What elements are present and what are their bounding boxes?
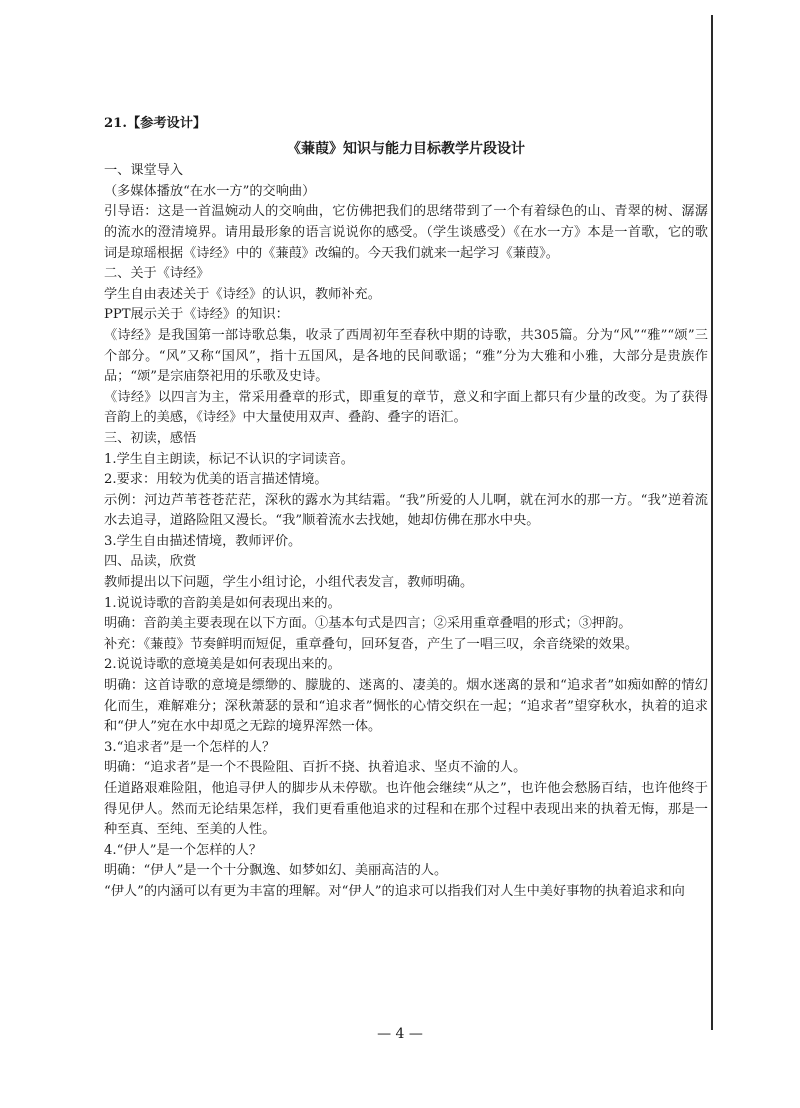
- paragraph: 2.说说诗歌的意境美是如何表现出来的。: [104, 657, 341, 673]
- section-heading: 三、初读，感悟: [104, 430, 197, 446]
- paragraph: 《诗经》以四言为主，常采用叠章的形式，即重复的章节，意义和字面上都只有少量的改变。为了获得音韵上的美感，《诗经》中大量使用双声、叠韵、叠字的语汇。: [104, 389, 708, 426]
- paragraph: 1.学生自主朗读，标记不认识的字词读音。: [104, 451, 354, 467]
- paragraph: “伊人”的内涵可以有更为丰富的理解。对“伊人”的追求可以指我们对人生中美好事物的执着追求和向: [104, 883, 685, 899]
- paragraph: 4.“伊人”是一个怎样的人？: [104, 842, 262, 858]
- paragraph: （多媒体播放“在水一方”的交响曲）: [104, 183, 316, 199]
- paragraph: PPT展示关于《诗经》的知识：: [104, 307, 289, 323]
- paragraph: 明确：“伊人”是一个十分飘逸、如梦如幻、美丽高洁的人。: [104, 863, 448, 879]
- paragraph: 3.“追求者”是一个怎样的人？: [104, 739, 276, 755]
- section-heading: 一、课堂导入: [104, 163, 184, 179]
- paragraph: 教师提出以下问题，学生小组讨论，小组代表发言，教师明确。: [104, 575, 474, 591]
- paragraph: 学生自由表述关于《诗经》的认识，教师补充。: [104, 286, 381, 302]
- paragraph: 1.说说诗歌的音韵美是如何表现出来的。: [104, 595, 341, 611]
- scan-edge-line: [711, 15, 713, 1030]
- paragraph: 引导语：这是一首温婉动人的交响曲，它仿佛把我们的思绪带到了一个有着绿色的山、青翠的树、潺潺的流水的澄清境界。请用最形象的语言说说你的感受。（学生谈感受）《在水一方》本是一首歌，它的歌词是琼瑶根据《诗经》中的《蒹葭》改编的。今天我们就来一起学习《蒹葭》。: [104, 204, 708, 261]
- paragraph: 2.要求：用较为优美的语言描述情境。: [104, 472, 328, 488]
- page-title: 《蒹葭》知识与能力目标教学片段设计: [287, 140, 525, 157]
- question-number: 21.【参考设计】: [104, 116, 207, 131]
- paragraph: 补充：《蒹葭》节奏鲜明而短促，重章叠句，回环复沓，产生了一唱三叹，余音绕梁的效果。: [104, 636, 639, 652]
- paragraph: 《诗经》是我国第一部诗歌总集，收录了西周初年至春秋中期的诗歌，共305篇。分为“风”“雅”“颂”三个部分。“风”又称“国风”，指十五国风，是各地的民间歌谣；“雅”分为大雅和小雅，大部分是贵族作品；“颂”是宗庙祭祀用的乐歌及史诗。: [104, 327, 708, 385]
- paragraph: 任道路艰难险阻，他追寻伊人的脚步从未停歇。也许他会继续“从之”，也许他会愁肠百结，也许他终于得见伊人。然而无论结果怎样，我们更看重他追求的过程和在那个过程中表现出来的执着无悔，那是一种至真、至纯、至美的人性。: [104, 781, 708, 838]
- paragraph: 明确：这首诗歌的意境是缥缈的、朦胧的、迷离的、凄美的。烟水迷离的景和“追求者”如痴如醉的情幻化而生，难解难分；深秋萧瑟的景和“追求者”惆怅的心情交织在一起；“追求者”望穿秋水，执着的追求和“伊人”宛在水中却觅之无踪的境界浑然一体。: [104, 678, 708, 735]
- paragraph: 3.学生自由描述情境，教师评价。: [104, 533, 302, 549]
- paragraph: 明确：音韵美主要表现在以下方面。①基本句式是四言；②采用重章叠唱的形式；③押韵。: [104, 616, 632, 632]
- page-number: — 4 —: [377, 1026, 423, 1042]
- document-body: [104, 114, 708, 903]
- paragraph: 明确：“追求者”是一个不畏险阻、百折不挠、执着追求、坚贞不渝的人。: [104, 760, 527, 776]
- section-heading: 二、关于《诗经》: [104, 266, 210, 282]
- text-lines: [104, 161, 708, 902]
- paragraph: 示例：河边芦苇苍苍茫茫，深秋的露水为其结霜。“我”所爱的人儿啊，就在河水的那一方。“我”逆着流水去追寻，道路险阻又漫长。“我”顺着流水去找她，她却仿佛在那水中央。: [104, 492, 708, 529]
- section-heading: 四、品读，欣赏: [104, 554, 197, 570]
